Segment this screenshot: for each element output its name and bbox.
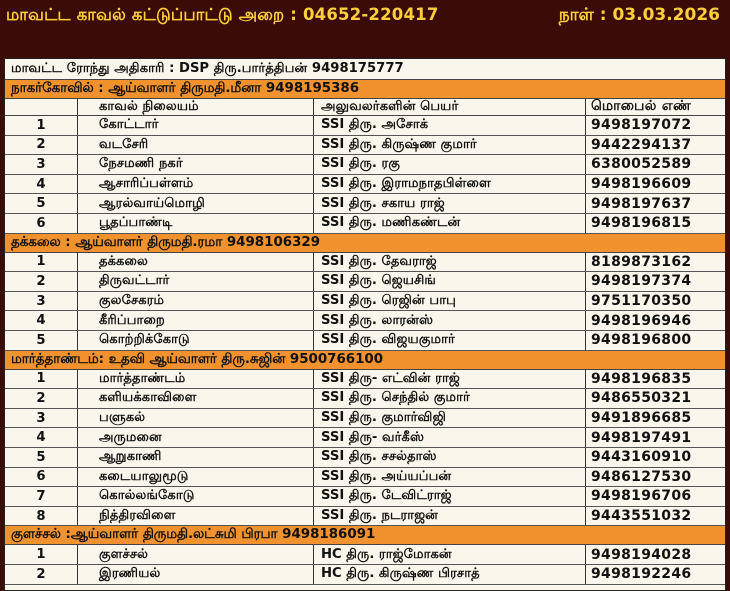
- police-station: குளச்சல்: [99, 546, 149, 562]
- police-station: நித்திரவிளை: [99, 508, 176, 524]
- serial-number: 1: [36, 254, 46, 270]
- serial-number: 2: [36, 390, 46, 406]
- section-header: [5, 234, 725, 253]
- table-row: [5, 116, 725, 136]
- district-patrol-officer: [5, 59, 725, 80]
- mobile-number: 9498197637: [591, 195, 692, 212]
- officer-name: HC திரு. ராஜ்மோகன்: [321, 546, 452, 562]
- police-station: கொல்லங்கோடு: [99, 488, 195, 504]
- police-station: ஆறுகாணி: [99, 449, 162, 465]
- serial-number: 2: [36, 137, 46, 153]
- officer-name: SSI திரு. டேவிட்ராஜ்: [321, 488, 452, 504]
- officer-name: SSI திரு. குமார்விஜி: [321, 410, 446, 426]
- officer-name: SSI திரு. விஜயகுமார்: [321, 332, 455, 348]
- section-header: [5, 526, 725, 545]
- mobile-number: 9751170350: [591, 293, 692, 310]
- table-row: [5, 194, 725, 214]
- mobile-number: 9498196835: [591, 370, 692, 387]
- serial-number: 5: [36, 332, 46, 348]
- officer-name: SSI திரு. ரெஜின் பாபு: [321, 293, 456, 309]
- table-row: [5, 468, 725, 488]
- police-station: தக்கலை: [99, 253, 148, 269]
- officer-name: SSI திரு. அசோக்: [321, 117, 429, 133]
- district-patrol-officer-text: மாவட்ட ரோந்து அதிகாரி : DSP திரு.பார்த்திபன் 9498175777: [11, 61, 404, 76]
- officer-name: SSI திரு. தேவராஜ்: [321, 253, 437, 269]
- mobile-number: 9486550321: [591, 390, 692, 407]
- serial-number: 2: [36, 273, 46, 289]
- table-row: [5, 428, 725, 448]
- serial-number: 3: [36, 410, 46, 426]
- table-row: [5, 448, 725, 468]
- police-station: மார்த்தாண்டம்: [99, 370, 186, 386]
- officer-name: SSI திரு. லாரன்ஸ்: [321, 312, 434, 328]
- column-header-serial: [5, 99, 77, 115]
- mobile-number: 9498197072: [591, 117, 692, 134]
- section-title: குளச்சல் :ஆய்வாளர் திருமதி.லட்சுமி பிரபா 9498186091: [11, 527, 376, 543]
- officer-name: SSI திரு. சகாய ராஜ்: [321, 195, 445, 211]
- mobile-number: 9498197374: [591, 273, 692, 290]
- officer-name: SSI திரு- எட்வின் ராஜ்: [321, 370, 460, 386]
- table-row: [5, 272, 725, 292]
- mobile-number: 8189873162: [591, 253, 692, 270]
- column-header-row: [5, 99, 725, 116]
- section-title: மார்த்தாண்டம்: உதவி ஆய்வாளர் திரு.சுஜின் 9500766100: [11, 351, 384, 367]
- police-station: களியக்காவிளை: [99, 390, 197, 406]
- section-header: [5, 351, 725, 370]
- mobile-number: 9498196706: [591, 488, 692, 505]
- serial-number: 4: [36, 313, 46, 329]
- serial-number: 5: [36, 449, 46, 465]
- table-row: [5, 214, 725, 234]
- table-row: [5, 545, 725, 565]
- table-row: [5, 507, 725, 527]
- column-header-officer: அலுவலர்களின் பெயர்: [321, 99, 459, 114]
- officer-name: HC திரு. கிருஷ்ண பிரசாத்: [321, 566, 480, 582]
- top-banner: [0, 0, 730, 32]
- officer-name: SSI திரு. இராமநாதபிள்ளை: [321, 176, 491, 192]
- officer-name: SSI திரு- வர்கீஸ்: [321, 429, 425, 445]
- police-station: குலசேகரம்: [99, 293, 165, 309]
- section-title: நாகர்கோவில் : ஆய்வாளர் திருமதி.மீனா 9498195386: [11, 81, 360, 96]
- section-title: தக்கலை : ஆய்வாளர் திருமதி.ரமா 9498106329: [11, 234, 321, 250]
- officer-name: SSI திரு. ரகு: [321, 156, 400, 172]
- serial-number: 6: [36, 215, 46, 231]
- control-room-title: மாவட்ட காவல் கட்டுப்பாட்டு அறை : 04652-220417: [6, 5, 439, 24]
- serial-number: 6: [36, 469, 46, 485]
- officer-name: SSI திரு. ஜெயசிங்: [321, 273, 436, 289]
- police-station: கொற்றிக்கோடு: [99, 332, 190, 348]
- table-row: [5, 389, 725, 409]
- mobile-number: 9443160910: [591, 449, 692, 466]
- officer-name: SSI திரு. சசல்தாஸ்: [321, 449, 437, 465]
- police-station: இரணியல்: [99, 566, 161, 582]
- mobile-number: 9442294137: [591, 136, 692, 153]
- mobile-number: 9498192246: [591, 566, 692, 583]
- serial-number: 5: [36, 196, 46, 212]
- police-station: கோட்டார்: [99, 117, 159, 133]
- serial-number: 8: [36, 508, 46, 524]
- table-row: [5, 331, 725, 351]
- mobile-number: 9498197491: [591, 429, 692, 446]
- serial-number: 3: [36, 293, 46, 309]
- patrol-duty-table: [4, 58, 726, 591]
- table-row: [5, 155, 725, 175]
- serial-number: 3: [36, 156, 46, 172]
- table-row: [5, 409, 725, 429]
- mobile-number: 9498196815: [591, 215, 692, 232]
- table-row: [5, 311, 725, 331]
- police-station: கடையாலுமூடு: [99, 468, 189, 484]
- police-station: ஆசாரிப்பள்ளம்: [99, 176, 194, 192]
- table-row: [5, 253, 725, 273]
- table-row: [5, 487, 725, 507]
- column-header-station: காவல் நிலையம்: [99, 99, 199, 114]
- serial-number: 2: [36, 566, 46, 582]
- officer-name: SSI திரு. செந்தில் குமார்: [321, 390, 470, 406]
- officer-name: SSI திரு. கிருஷ்ண குமார்: [321, 136, 477, 152]
- serial-number: 4: [36, 176, 46, 192]
- mobile-number: 9498194028: [591, 546, 692, 563]
- mobile-number: 9491896685: [591, 410, 692, 427]
- table-row: [5, 292, 725, 312]
- mobile-number: 9498196609: [591, 176, 692, 193]
- table-row: [5, 175, 725, 195]
- police-station: நேசமணி நகர்: [99, 156, 183, 172]
- table-row: [5, 136, 725, 156]
- officer-name: SSI திரு. நடராஜன்: [321, 508, 438, 524]
- police-station: அருமனை: [99, 429, 162, 445]
- table-row: [5, 565, 725, 585]
- officer-name: SSI திரு. மணிகண்டன்: [321, 215, 461, 231]
- mobile-number: 6380052589: [591, 156, 692, 173]
- police-station: திருவட்டார்: [99, 273, 170, 289]
- serial-number: 1: [36, 547, 46, 563]
- serial-number: 1: [36, 371, 46, 387]
- mobile-number: 9498196800: [591, 332, 692, 349]
- serial-number: 7: [36, 488, 46, 504]
- officer-name: SSI திரு. அய்யப்பன்: [321, 468, 452, 484]
- section-header: [5, 80, 725, 99]
- mobile-number: 9498196946: [591, 312, 692, 329]
- column-header-mobile: மொபைல் எண்: [591, 99, 692, 114]
- mobile-number: 9486127530: [591, 468, 692, 485]
- serial-number: 4: [36, 430, 46, 446]
- serial-number: 1: [36, 117, 46, 133]
- police-station: பளுகல்: [99, 410, 146, 426]
- table-row: [5, 370, 725, 390]
- mobile-number: 9443551032: [591, 508, 692, 525]
- police-station: கீரிப்பாறை: [99, 312, 165, 328]
- police-station: ஆரல்வாய்மொழி: [99, 195, 206, 211]
- date-label: நாள் : 03.03.2026: [558, 5, 720, 25]
- police-station: பூதப்பாண்டி: [99, 215, 173, 231]
- police-station: வடசேரி: [99, 136, 149, 152]
